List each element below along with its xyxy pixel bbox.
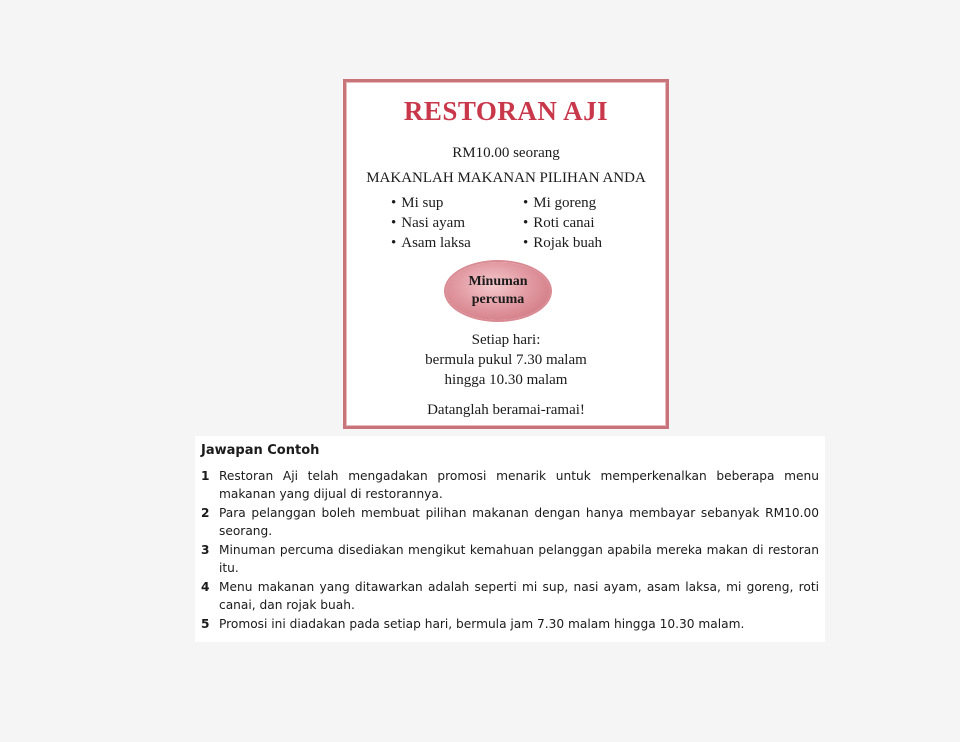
- menu-item: • Asam laksa: [391, 233, 471, 253]
- item-number: 4: [201, 580, 210, 594]
- schedule-line: hingga 10.30 malam: [444, 372, 568, 388]
- schedule-line: Setiap hari:: [471, 332, 541, 348]
- list-item: [201, 615, 819, 633]
- item-text: Menu makanan yang ditawarkan adalah seperti mi sup, nasi ayam, asam laksa, mi goreng, roti canai, dan rojak buah.: [219, 580, 819, 612]
- schedule-text: [346, 330, 666, 390]
- item-number: 2: [201, 506, 210, 520]
- menu-item: • Mi sup: [391, 193, 471, 213]
- item-number: 3: [201, 543, 210, 557]
- free-drink-badge: [446, 262, 550, 320]
- menu-item: • Mi goreng: [523, 193, 602, 213]
- free-drink-label: Minuman percuma: [468, 274, 528, 307]
- menu-list-left: [391, 193, 471, 253]
- item-number: 1: [201, 469, 210, 483]
- item-text: Restoran Aji telah mengadakan promosi menarik untuk memperkenalkan beberapa menu makanan yang dijual di restorannya.: [219, 469, 819, 501]
- list-item: [201, 541, 819, 577]
- item-number: 5: [201, 617, 210, 631]
- list-item: [201, 467, 819, 503]
- menu-list-right: [523, 193, 602, 253]
- menu-item: • Rojak buah: [523, 233, 602, 253]
- price-text: RM10.00 seorang: [452, 145, 560, 161]
- answer-list: [201, 467, 819, 634]
- closing-text: Datanglah beramai-ramai!: [427, 402, 585, 418]
- list-item: [201, 578, 819, 614]
- tagline-text: MAKANLAH MAKANAN PILIHAN ANDA: [366, 170, 646, 186]
- item-text: Minuman percuma disediakan mengikut kemahuan pelanggan apabila mereka makan di restoran itu.: [219, 543, 819, 575]
- schedule-line: bermula pukul 7.30 malam: [425, 352, 587, 368]
- list-item: [201, 504, 819, 540]
- item-text: Para pelanggan boleh membuat pilihan makanan dengan hanya membayar sebanyak RM10.00 seorang.: [219, 506, 819, 538]
- section-heading: Jawapan Contoh: [201, 443, 320, 458]
- menu-item: • Nasi ayam: [391, 213, 471, 233]
- restaurant-poster: [343, 79, 669, 429]
- sample-answer-section: [195, 436, 825, 642]
- item-text: Promosi ini diadakan pada setiap hari, bermula jam 7.30 malam hingga 10.30 malam.: [219, 617, 745, 631]
- poster-title: RESTORAN AJI: [403, 96, 609, 126]
- menu-item: • Roti canai: [523, 213, 602, 233]
